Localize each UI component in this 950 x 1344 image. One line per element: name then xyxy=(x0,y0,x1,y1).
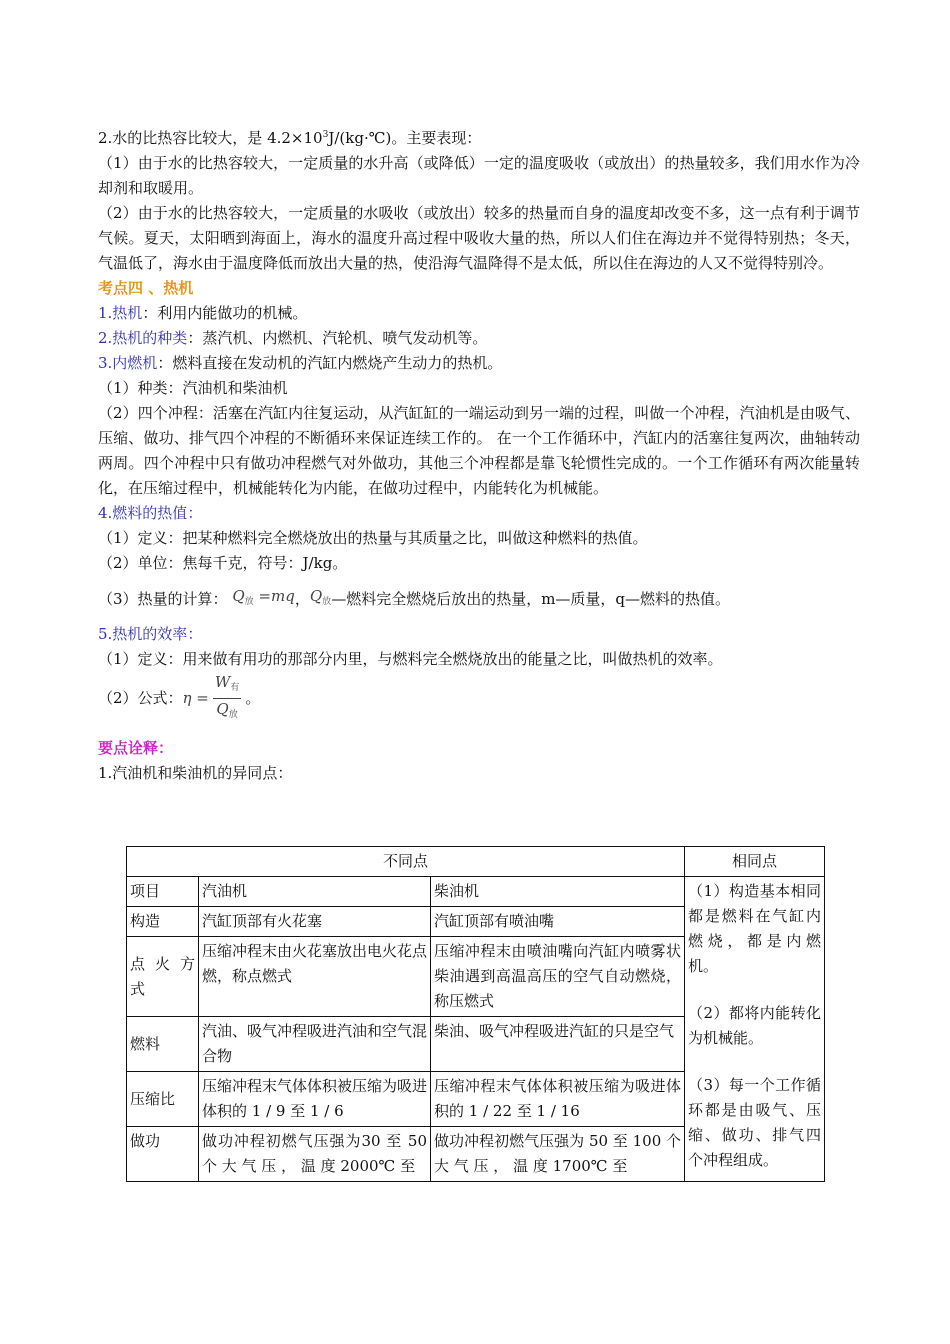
water-point-1: （1）由于水的比热容较大，一定质量的水升高（或降低）一定的温度吸收（或放出）的热量较多，我们用水作为冷却剂和取暖用。 xyxy=(98,154,860,197)
heat-value-definition: （1）定义：把某种燃料完全燃烧放出的热量与其质量之比，叫做这种燃料的热值。 xyxy=(98,529,648,547)
heat-calculation: （3）热量的计算： $Q_放 =mq$ ， $Q_放$ —燃料完全燃烧后放出的热量，m—质量，q—燃料的热值。 xyxy=(98,576,860,622)
efficiency-formula-row: （2）公式： η = $\frac{W_有}{Q_放}$ 。 xyxy=(98,672,860,724)
efficiency-definition: （1）定义：用来做有用功的那部分内里，与燃料完全燃烧放出的能量之比，叫做热机的效率。 xyxy=(98,650,723,668)
efficiency-fraction: $\frac{W_有}{Q_放}$ xyxy=(214,672,240,720)
table-header-row xyxy=(127,847,825,877)
document-body xyxy=(98,126,860,786)
four-strokes: （2）四个冲程：活塞在汽缸内往复运动，从汽缸缸的一端运动到另一端的过程，叫做一个冲程，汽油机是由吸气、压缩、做功、排气四个冲程的不断循环来保证连续工作的。 在一个工作循环中，汽缸内的活塞往复两次，曲轴转动两周。四个冲程中只有做功冲程燃气对外做功，其他三个冲程都是靠飞轮惯性完成的。一个工作循环有两次能量转化，在压缩过程中，机械能转化为内能，在做功过程中，内能转化为机械能。 xyxy=(98,404,860,497)
eta-symbol: η = xyxy=(182,688,209,707)
ice-types: （1）种类：汽油机和柴油机 xyxy=(98,379,288,397)
efficiency-heading: 5.热机的效率： xyxy=(98,625,203,643)
q-symbol: $Q_放$ xyxy=(309,586,332,607)
water-point-2: （2）由于水的比热容较大，一定质量的水吸收（或放出）较多的热量而自身的温度却改变不多，这一点有利于调节气候。夏天，太阳晒到海面上，海水的温度升高过程中吸收大量的热，所以人们住在海边并不觉得特别热；冬天，气温低了，海水由于温度降低而放出大量的热，使沿海气温降得不是太低，所以住在海边的人又不觉得特别冷。 xyxy=(98,204,860,272)
heat-value-unit: （2）单位：焦每千克，符号：J/kg。 xyxy=(98,554,348,572)
heat-value-heading: 4.燃料的热值： xyxy=(98,504,203,522)
table-column-row xyxy=(127,877,825,907)
table-row: 燃料 汽油、吸气冲程吸进汽油和空气混合物 柴油、吸气冲程吸进汽缸的只是空气 xyxy=(127,1017,825,1072)
table-row: 做功 做功冲程初燃气压强为30 至 50 个 大 气 压 ， 温 度 2000℃ 至 做功冲程初燃气压强为 50 至 100 个 大 气 压 ， 温 度 1700℃ 至 xyxy=(127,1127,825,1182)
comparison-intro: 1.汽油机和柴油机的异同点： xyxy=(98,764,293,782)
engine-comparison-table xyxy=(126,846,825,1182)
same-point: （3）每一个工作循环都是由吸气、压缩、做功、排气四个冲程组成。 xyxy=(688,1076,822,1169)
col-gasoline: 汽油机 xyxy=(199,877,431,907)
heat-formula: $Q_放 =mq$ xyxy=(232,586,295,607)
key-points-title: 要点诠释： xyxy=(98,739,174,757)
heat-engine-definition: 1.热机：利用内能做功的机械。 xyxy=(98,304,308,322)
heat-engine-types: 2.热机的种类：蒸汽机、内燃机、汽轮机、喷气发动机等。 xyxy=(98,329,488,347)
table-row: 点 火 方式 压缩冲程末由火花塞放出电火花点燃，称点燃式 压缩冲程末由喷油嘴向汽缸内喷雾状柴油遇到高温高压的空气自动燃烧，称压燃式 xyxy=(127,937,825,1017)
table-row: 构造 汽缸顶部有火花塞 汽缸顶部有喷油嘴 xyxy=(127,907,825,937)
table-row: 压缩比 压缩冲程末气体体积被压缩为吸进体积的 1 / 9 至 1 / 6 压缩冲程末气体体积被压缩为吸进体积的 1 / 22 至 1 / 16 xyxy=(127,1072,825,1127)
same-points-cell xyxy=(685,877,825,1182)
diff-header: 不同点 xyxy=(127,847,685,877)
same-point: （1）构造基本相同都是燃料在气缸内燃烧，都是内燃机。 xyxy=(688,882,822,975)
same-point: （2）都将内能转化为机械能。 xyxy=(688,1004,822,1047)
internal-combustion-engine: 3.内燃机：燃料直接在发动机的汽缸内燃烧产生动力的热机。 xyxy=(98,354,503,372)
col-item: 项目 xyxy=(127,877,199,907)
same-header: 相同点 xyxy=(685,847,825,877)
col-diesel: 柴油机 xyxy=(431,877,685,907)
water-intro: 2.水的比热容比较大，是 $4.2\times 10^3J/(kg\cdot℃)$。主要表现： xyxy=(98,129,482,147)
section-4-title: 考点四 、热机 xyxy=(98,279,194,297)
